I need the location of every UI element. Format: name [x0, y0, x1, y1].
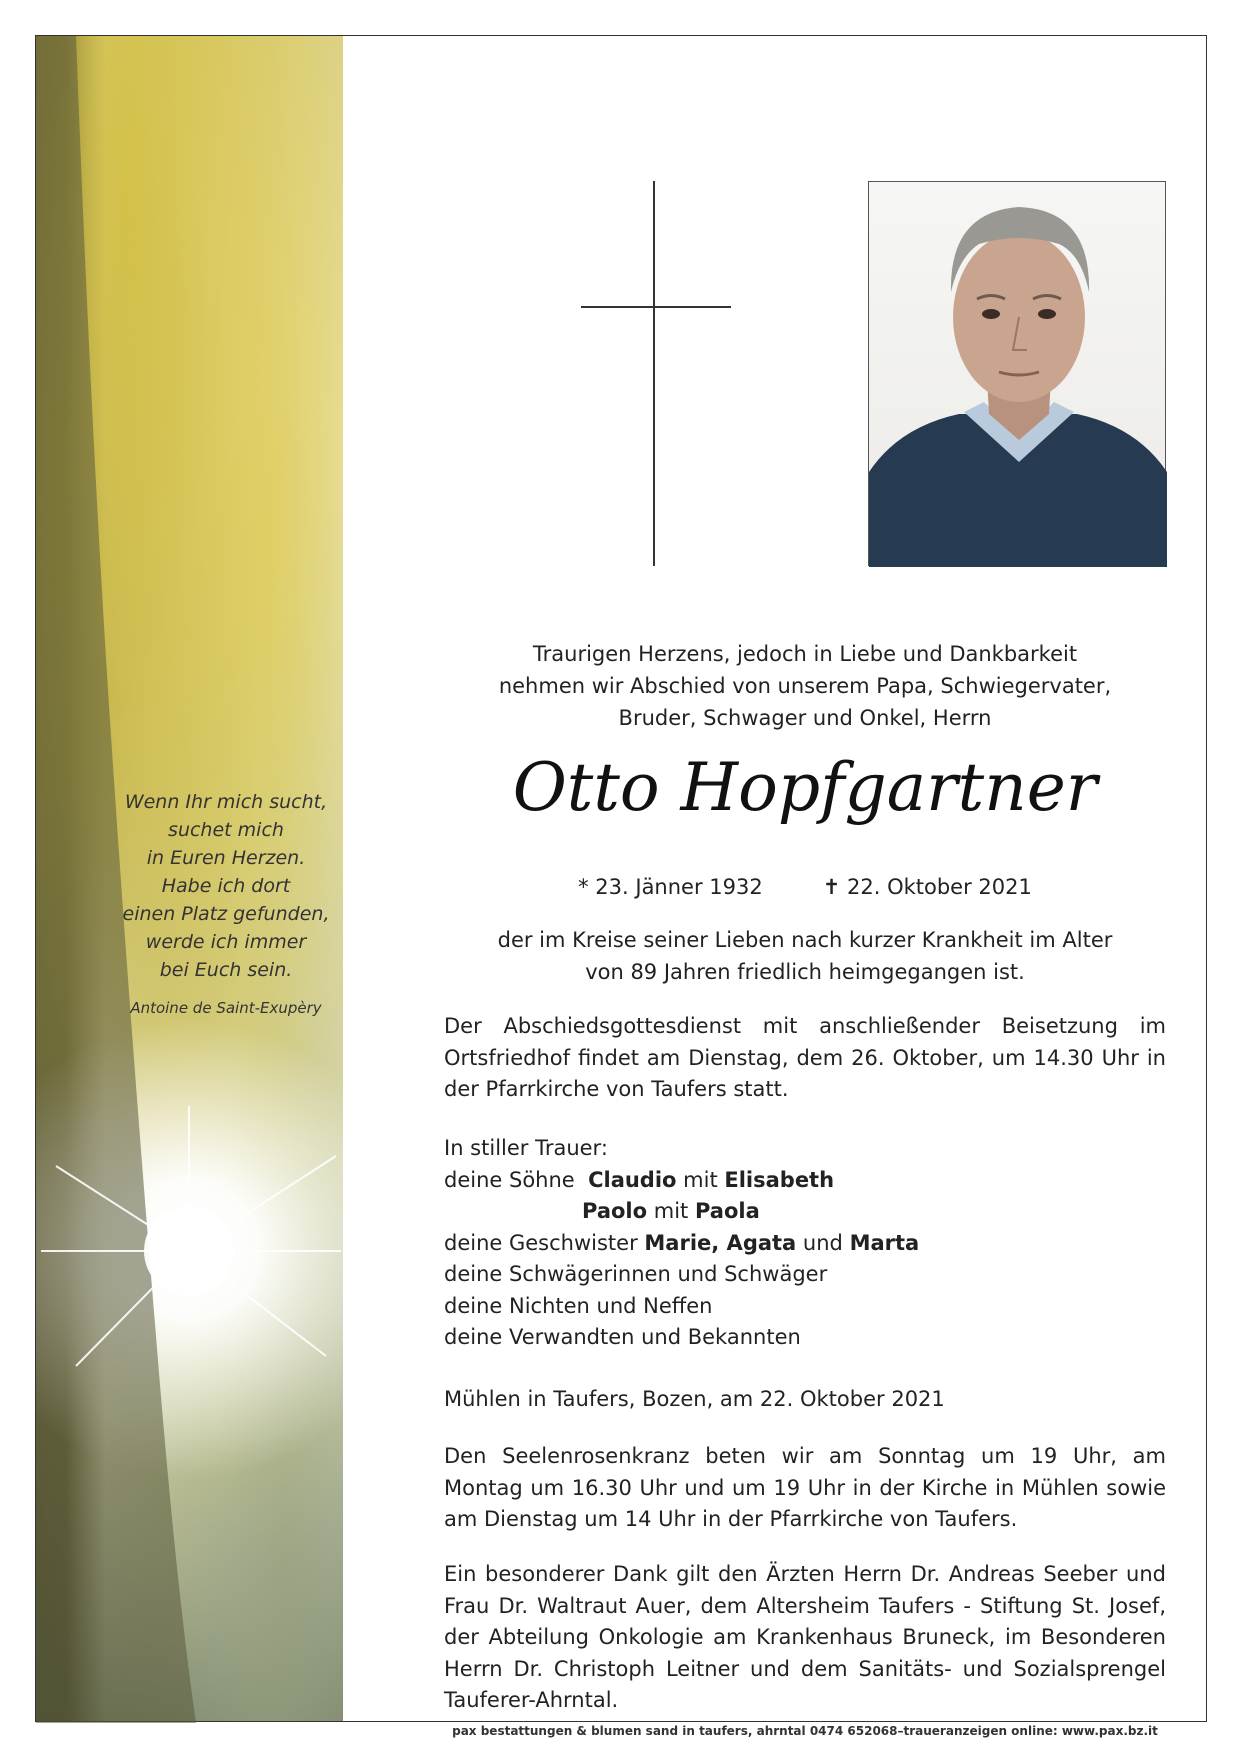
mourners-sons-row-2: Paolo mit Paola [582, 1199, 760, 1223]
intro-line: Bruder, Schwager und Onkel, Herrn [618, 706, 992, 730]
intro-text [444, 638, 1166, 734]
intro-line: nehmen wir Abschied von unserem Papa, Schwiegervater, [498, 674, 1112, 698]
birth-date: * 23. Jänner 1932 [578, 875, 763, 899]
intro-line: Traurigen Herzens, jedoch in Liebe und Dankbarkeit [532, 642, 1078, 666]
mourners-line: deine Verwandten und Bekannten [444, 1325, 801, 1349]
rosary-text: Den Seelenrosenkranz beten wir am Sonntag um 19 Uhr, am Montag um 16.30 Uhr und um 19 Uhr in der Kirche in Mühlen sowie am Dienstag um 14 Uhr in der Pfarrkirche von Taufers. [444, 1444, 1166, 1531]
quote-line: Habe ich dort [161, 875, 291, 897]
quote-block [96, 788, 356, 1022]
passed-line: von 89 Jahren friedlich heimgegangen ist. [585, 960, 1025, 984]
son-name: Paolo [582, 1199, 648, 1223]
quote-line: Wenn Ihr mich sucht, [124, 791, 328, 813]
place-date: Mühlen in Taufers, Bozen, am 22. Oktober 2021 [444, 1387, 945, 1411]
cross-icon-bar [581, 306, 731, 308]
quote-line: bei Euch sein. [159, 959, 293, 981]
portrait-photo [868, 181, 1166, 566]
mourners-line: deine Schwägerinnen und Schwäger [444, 1262, 828, 1286]
quote-author: Antoine de Saint-Exupèry [130, 999, 322, 1017]
sibling-names: Marie, Agata [644, 1230, 797, 1255]
son-partner-name: Paola [694, 1199, 760, 1223]
portrait-illustration [869, 182, 1167, 567]
mourners-list [444, 1133, 1166, 1354]
quote-line: werde ich immer [145, 931, 307, 953]
death-date: ✝ 22. Oktober 2021 [822, 875, 1032, 899]
mourners-line: deine Nichten und Neffen [444, 1293, 713, 1318]
mourners-heading: In stiller Trauer: [444, 1136, 608, 1160]
son-name: Claudio [588, 1167, 677, 1192]
thanks-text: Ein besonderer Dank gilt den Ärzten Herrn Dr. Andreas Seeber und Frau Dr. Waltraut Auer, dem Altersheim Taufers - Stiftung St. Josef, der Abteilung Onkologie am Krankenhaus Bruneck, im Besonderen Herrn Dr. Christoph Leitner und dem Sanitäts- und Sozialsprengel Tauferer-Ahrntal. [444, 1562, 1166, 1712]
funeral-service-text: Der Abschiedsgottesdienst mit anschließender Beisetzung im Ortsfriedhof findet am Dienstag, dem 26. Oktober, um 14.30 Uhr in der Pfarrkirche von Taufers statt. [444, 1014, 1166, 1101]
passed-text [444, 924, 1166, 988]
sibling-name: Marta [849, 1230, 920, 1255]
quote-line: einen Platz gefunden, [122, 903, 330, 925]
quote-line: in Euren Herzen. [146, 847, 306, 869]
mourners-siblings-row: deine Geschwister Marie, Agata und Marta [444, 1230, 920, 1255]
life-dates [444, 871, 1166, 903]
quote-line: suchet mich [168, 819, 284, 841]
tree-photo-strip [36, 36, 343, 1721]
son-partner-name: Elisabeth [724, 1167, 835, 1192]
cross-icon [653, 181, 655, 566]
obituary-card [35, 35, 1207, 1738]
mourners-sons-row: deine Söhne Claudio mit Elisabeth [444, 1167, 835, 1192]
passed-line: der im Kreise seiner Lieben nach kurzer Krankheit im Alter [497, 928, 1113, 952]
footer-imprint: pax bestattungen & blumen sand in taufers, ahrntal 0474 652068–traueranzeigen online: www.pax.bz.it [452, 1724, 1158, 1738]
deceased-name: Otto Hopfgartner [512, 749, 1098, 826]
